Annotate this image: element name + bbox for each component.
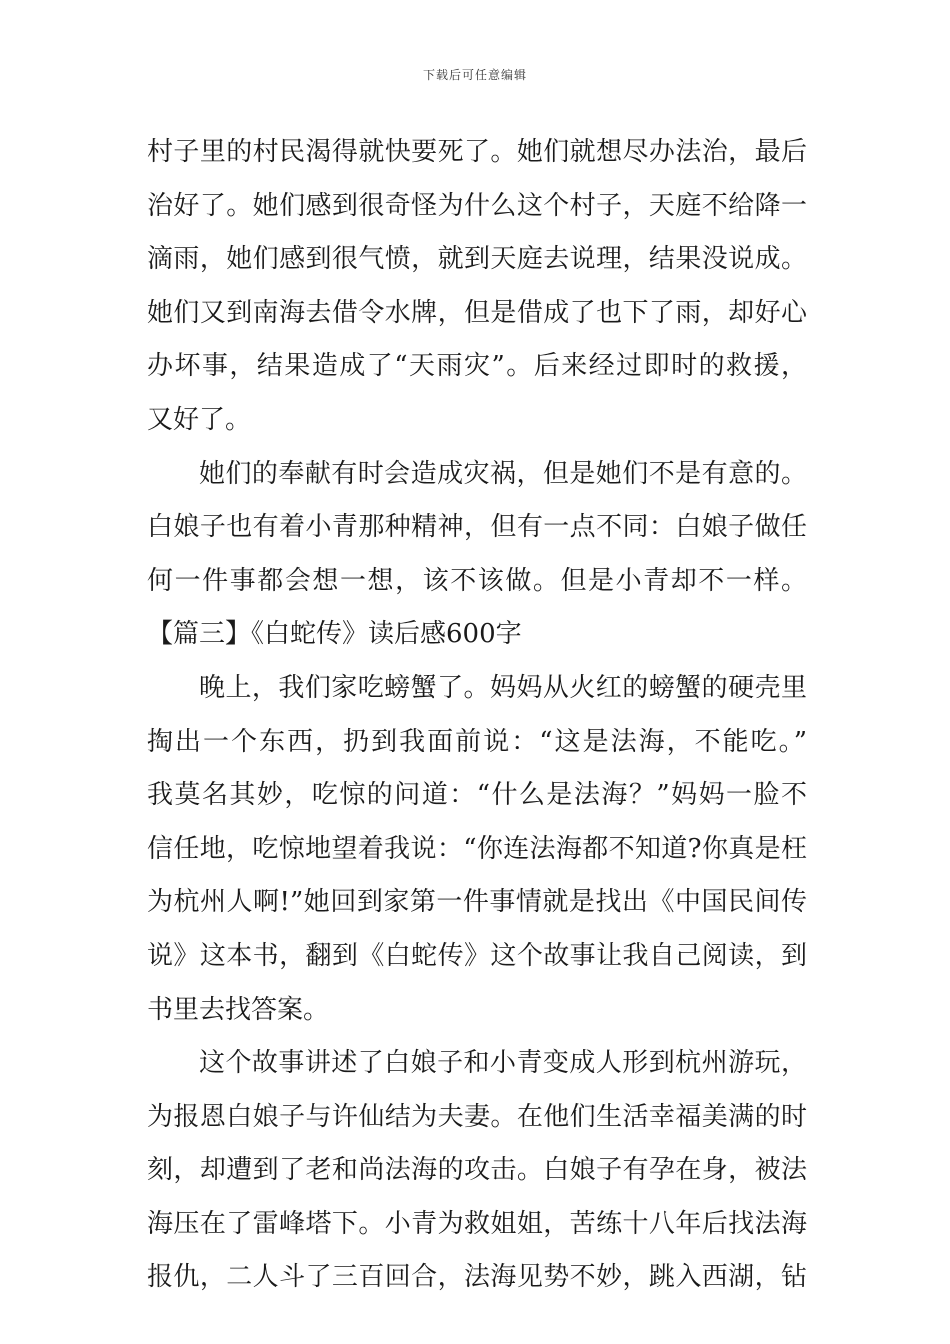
text-line: 海压在了雷峰塔下。小青为救姐姐，苦练十八年后找法海 (147, 1208, 807, 1239)
text-line: 为报恩白娘子与许仙结为夫妻。在他们生活幸福美满的时 (147, 1101, 807, 1132)
text-line: 这个故事讲述了白娘子和小青变成人形到杭州游玩， (199, 1048, 807, 1079)
text-line: 为杭州人啊!”她回到家第一件事情就是找出《中国民间传 (147, 887, 807, 918)
text-line: 滴雨，她们感到很气愤，就到天庭去说理，结果没说成。 (147, 244, 807, 275)
section-title: 【篇三】《白蛇传》读后感600字 (147, 619, 522, 650)
text-line: 书里去找答案。 (147, 994, 330, 1025)
text-line: 我莫名其妙，吃惊的问道：“什么是法海？”妈妈一脸不 (147, 780, 807, 811)
page-header: 下载后可任意编辑 (422, 68, 527, 82)
text-line: 治好了。她们感到很奇怪为什么这个村子，天庭不给降一 (147, 190, 807, 221)
document-body (147, 126, 807, 1305)
text-line: 村子里的村民渴得就快要死了。她们就想尽办法治，最后 (147, 137, 807, 167)
text-line: 何一件事都会想一想，该不该做。但是小青却不一样。 (147, 565, 807, 596)
text-line: 说》这本书，翻到《白蛇传》这个故事让我自己阅读，到 (147, 940, 807, 971)
text-line: 掏出一个东西，扔到我面前说：“这是法海，不能吃。” (147, 726, 807, 757)
text-line: 信任地，吃惊地望着我说：“你连法海都不知道?你真是枉 (147, 833, 807, 864)
text-line: 白娘子也有着小青那种精神，但有一点不同：白娘子做任 (147, 512, 807, 543)
text-line: 刻，却遭到了老和尚法海的攻击。白娘子有孕在身，被法 (147, 1155, 807, 1186)
text-line: 她们又到南海去借令水牌，但是借成了也下了雨，却好心 (147, 297, 807, 328)
text-line: 办坏事，结果造成了“天雨灾”。后来经过即时的救援， (147, 351, 807, 382)
text-line: 报仇，二人斗了三百回合，法海见势不妙，跳入西湖，钻 (147, 1262, 807, 1293)
text-line: 她们的奉献有时会造成灾祸，但是她们不是有意的。 (199, 458, 807, 489)
text-line: 又好了。 (147, 404, 252, 435)
text-line: 晚上，我们家吃螃蟹了。妈妈从火红的螃蟹的硬壳里 (199, 672, 807, 703)
